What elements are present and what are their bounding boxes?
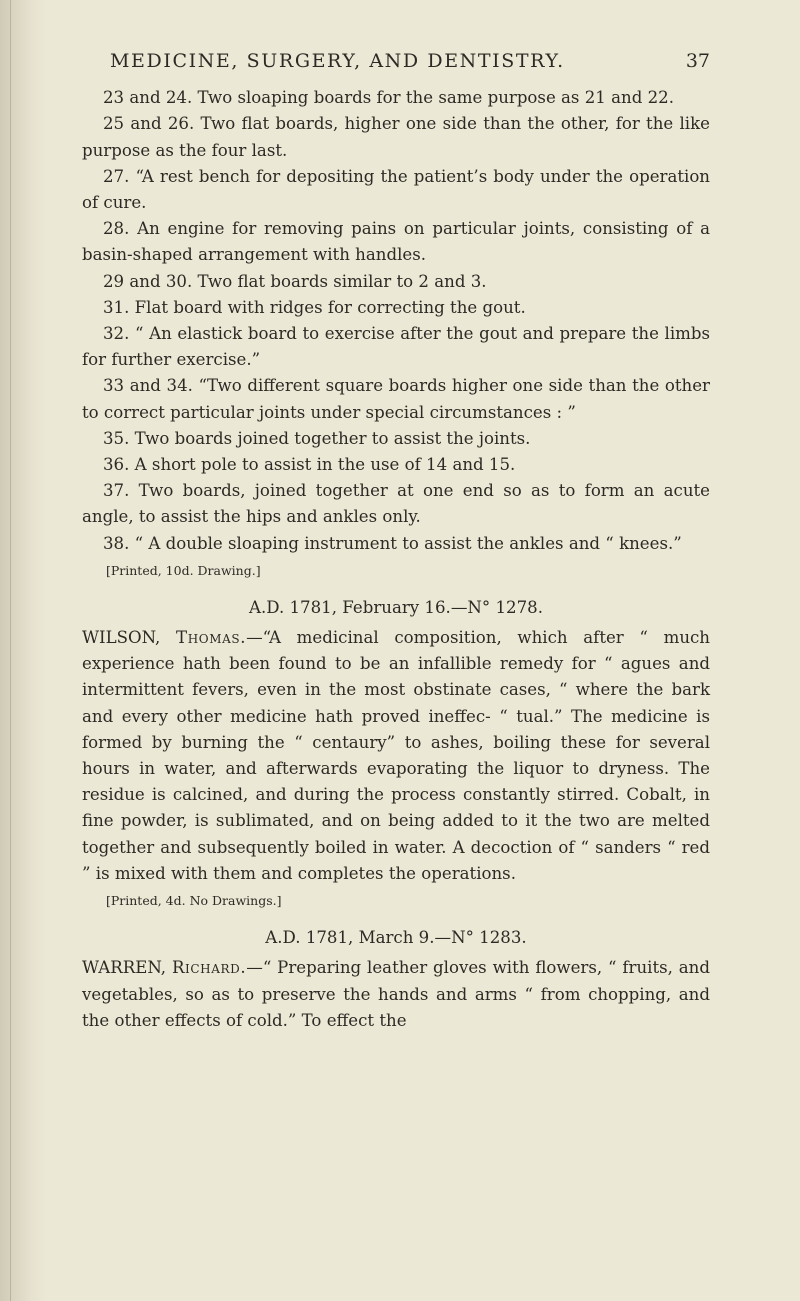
entry-body — [82, 625, 710, 887]
list-item: 25 and 26. Two flat boards, higher one side than the other, for the like purpose as the four last. — [82, 114, 710, 160]
book-gutter — [0, 0, 46, 1301]
entry-heading: A.D. 1781, March 9.—N° 1283. — [265, 928, 527, 948]
patentee-given-name: Richard. — [171, 958, 247, 978]
entry-text: —“ Preparing leather gloves with flowers, “ fruits, and vegetables, so as to preserve the hands and arms “ from chopping, and the other effects of cold.” To effect the — [82, 958, 710, 1030]
list-item: 37. Two boards, joined together at one end so as to form an acute angle, to assist the hips and ankles only. — [82, 481, 710, 527]
list-item: 36. A short pole to assist in the use of 14 and 15. — [103, 455, 516, 475]
running-header — [110, 48, 710, 74]
list-item: 33 and 34. “Two different square boards higher one side than the other to correct particular joints under special circumstances : ” — [82, 376, 710, 422]
list-item: 27. “A rest bench for depositing the patient’s body under the operation of cure. — [82, 166, 710, 213]
printing-note: [Printed, 10d. Drawing.] — [106, 562, 261, 578]
list-item: 35. Two boards joined together to assist the joints. — [103, 428, 531, 448]
page-number: 37 — [685, 50, 710, 72]
list-item: 29 and 30. Two flat boards similar to 2 and 3. — [103, 271, 487, 291]
patentee-surname: WILSON, — [82, 628, 161, 648]
list-item: 38. “ A double sloaping instrument to assist the ankles and “ knees.” — [103, 533, 682, 553]
patentee-given-name: Thomas. — [176, 628, 247, 648]
document-page — [82, 48, 710, 1034]
entry-heading: A.D. 1781, February 16.—N° 1278. — [248, 597, 544, 617]
patentee-surname: WARREN, — [82, 958, 167, 978]
list-item: 31. Flat board with ridges for correcting the gout. — [103, 297, 526, 317]
list-item: 28. An engine for removing pains on particular joints, consisting of a basin-shaped arrangement with handles. — [82, 219, 710, 265]
printing-note: [Printed, 4d. No Drawings.] — [106, 893, 282, 909]
list-item: 32. “ An elastick board to exercise after the gout and prepare the limbs for further exercise.” — [82, 324, 710, 370]
running-title: MEDICINE, SURGERY, AND DENTISTRY. — [110, 50, 565, 72]
entry-text: —“A medicinal composition, which after “ much experience hath been found to be an infallible remedy for “ agues and intermittent fevers, even in the most obstinate cases, “ where the bark and every other medicine hath proved ineffec- “ tual.” The medicine is formed by burning the “ centaury” to ashes, boiling these for several hours in water, and afterwards evaporating the liquor to dryness. The residue is calcined, and during the process constantly stirred. Cobalt, in fine powder, is sublimated, and on being added to it the two are melted together and subsequently boiled in water. A decoction of “ sanders “ red ” is mixed with them and completes the operations. — [82, 628, 710, 883]
entry-body — [82, 955, 710, 1034]
list-item: 23 and 24. Two sloaping boards for the same purpose as 21 and 22. — [103, 88, 674, 108]
